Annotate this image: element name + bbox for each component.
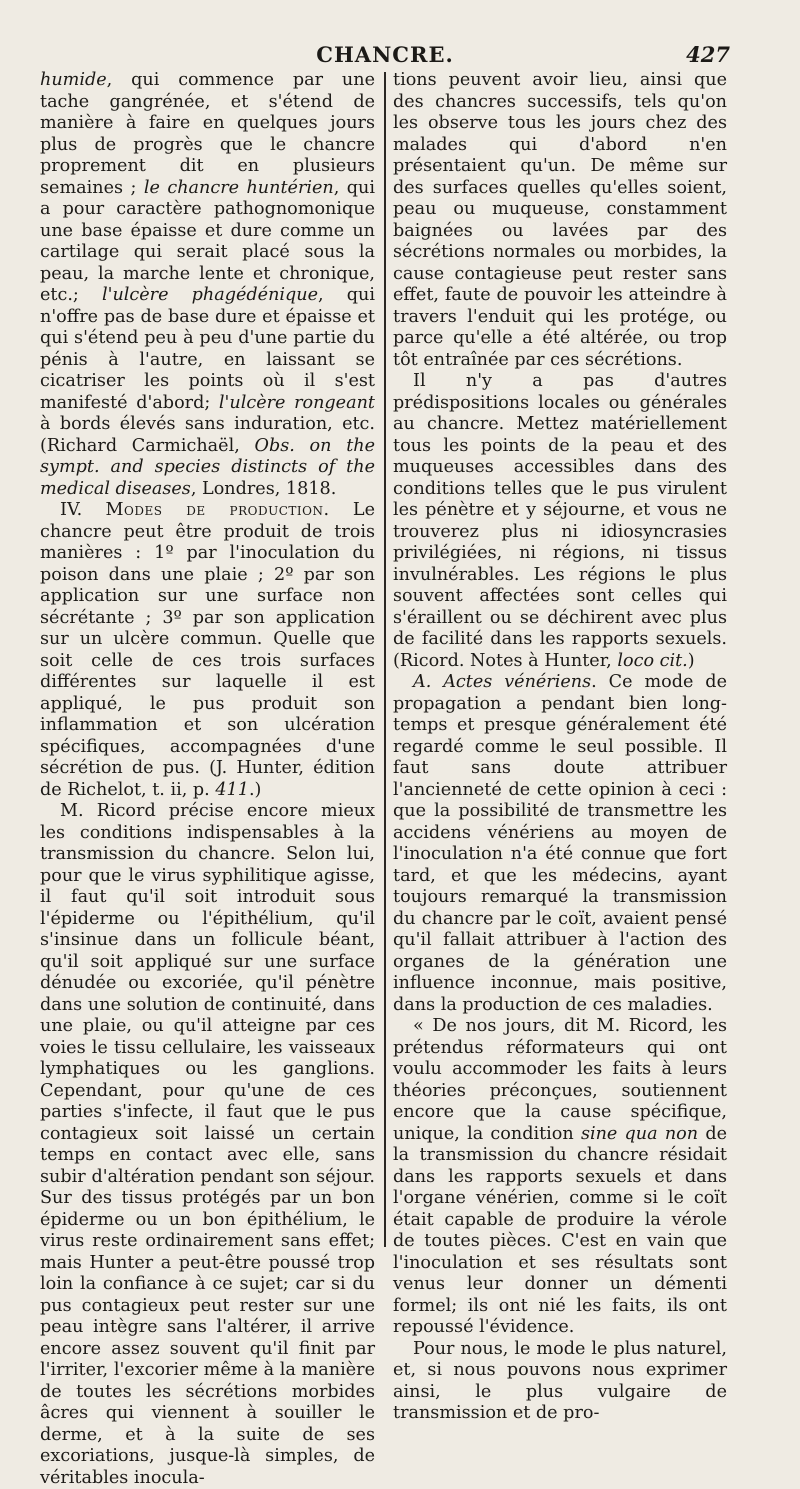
term-humide: humide xyxy=(40,70,107,90)
page-header xyxy=(40,40,730,70)
paragraph-pour-nous: Pour nous, le mode le plus naturel, et, si nous pouvons nous exprimer ainsi, le plus vulgaire de transmission et de pro- xyxy=(393,1338,727,1423)
column-divider xyxy=(384,72,386,1247)
paragraph-chancre-varieties: humide, qui commence par une tache gangrénée, et s'étend de manière à faire en quelques jours plus de progrès que le chancre proprement dit en plusieurs semaines ; le chancre huntérien, qui a pour caractère pathognomonique une base épaisse et dure comme un cartilage qui serait placé sous la peau, la marche lente et chronique, etc.; l'ulcère phagédénique, qui n'offre pas de base dure et épaisse et qui s'étend peu à peu d'une partie du pénis à l'autre, en laissant se cicatriser les points où il s'est manifesté d'abord; l'ulcère rongeant à bords élevés sans induration, etc. (Richard Carmichaël, Obs. on the sympt. and species distincts of the medical diseases, Londres, 1818. xyxy=(40,70,376,499)
paragraph-predispositions: Il n'y a pas d'autres prédispositions locales ou générales au chancre. Mettez matériellement tous les points de la peau et des muqueuses accessibles dans des conditions telles que le pus virulent les pénètre et y séjourne, et vous ne trouverez plus ni idiosyncrasies privilégiées, ni régions, ni tissus invulnérables. Les régions le plus souvent affectées sont celles qui s'éraillent ou se déchirent avec plus de facilité dans les rapports sexuels. (Ricord. Notes à Hunter, loco cit.) xyxy=(393,371,727,671)
paragraph-ricord-quote: « De nos jours, dit M. Ricord, les prétendus réformateurs qui ont voulu accommoder les faits à leurs théories préconçues, soutiennent encore que la cause spécifique, unique, la condition sine qua non de la transmission du chancre résidait dans les rapports sexuels et dans l'organe vénérien, comme si le coït était capable de produire la vérole de toutes pièces. C'est en vain que l'inoculation et ses résultats sont venus leur donner un démenti formel; ils ont nié les faits, ils ont repoussé l'évidence. xyxy=(393,1016,727,1337)
page-number: 427 xyxy=(686,42,730,67)
term-ulcere-rongeant: l'ulcère rongeant xyxy=(218,392,375,413)
term-chancre-hunterien: le chancre huntérien xyxy=(143,177,334,198)
citation-title: Obs. on the sympt. and species distincts of the medical diseases xyxy=(40,435,376,499)
subsection-heading: A. Actes vénériens xyxy=(413,672,592,692)
paragraph-actes-veneriens: A. Actes vénériens. Ce mode de propagation a pendant bien long-temps et presque généralement été regardé comme le seul possible. Il faut sans doute attribuer l'ancienneté de cette opinion à ceci : que la possibilité de transmettre les accidens vénériens au moyen de l'inoculation n'a été connue que fort tard, et que les médecins, ayant toujours remarqué la transmission du chancre par le coït, avaient pensé qu'il fallait attribuer à l'action des organes de la génération une influence inconnue, mais positive, dans la production de ces maladies. xyxy=(393,672,727,1015)
term-ulcere-phagedenique: l'ulcère phagédénique xyxy=(102,285,319,305)
left-column xyxy=(40,70,376,1488)
running-title: CHANCRE. xyxy=(316,42,454,67)
right-column xyxy=(393,70,727,1423)
paragraph-ricord-conditions: M. Ricord précise encore mieux les conditions indispensables à la transmission du chancre. Selon lui, pour que le virus syphilitique agisse, il faut qu'il soit introduit sous l'épiderme ou l'épithélium, qu'il s'insinue dans un follicule béant, qu'il soit appliqué sur une surface dénudée ou excoriée, qu'il pénètre dans une solution de continuité, dans une plaie, ou qu'il atteigne par ces voies le tissu cellulaire, les vaisseaux lymphatiques ou les ganglions. Cependant, pour qu'une de ces parties s'infecte, il faut que le pus contagieux soit laissé un certain temps en contact avec elle, sans subir d'altération pendant son séjour. Sur des tissus protégés par un bon épiderme ou un bon épithélium, le virus reste ordinairement sans effet; mais Hunter a peut-être poussé trop loin la confiance à ce sujet; car si du pus contagieux peut rester sur une peau intègre sans l'altérer, il arrive encore assez souvent qu'il finit par l'irriter, l'excorier même à la manière de toutes les sécrétions morbides âcres qui viennent à souiller le derme, et à la suite de ses excoriations, jusque-là simples, de véritables inocula- xyxy=(40,801,375,1488)
paragraph-modes-de-production: IV. Modes de production. Le chancre peut être produit de trois manières : 1º par l'inoculation du poison dans une plaie ; 2º par son application sur une surface non sécrétante ; 3º par son application sur un ulcère commun. Quelle que soit celle de ces trois surfaces différentes sur laquelle il est appliqué, le pus produit son inflammation et son ulcération spécifiques, accompagnées d'une sécrétion de pus. (J. Hunter, édition de Richelot, t. ii, p. 411.) xyxy=(40,500,375,800)
section-heading: Modes de production. xyxy=(105,500,330,520)
paragraph-continuation: tions peuvent avoir lieu, ainsi que des chancres successifs, tels qu'on les observe tous les jours chez des malades qui d'abord n'en présentaient qu'un. De même sur des surfaces quelles qu'elles soient, peau ou muqueuse, constamment baignées ou lavées par des sécrétions normales ou morbides, la cause contagieuse peut rester sans effet, faute de pouvoir les atteindre à travers l'enduit qui les protége, ou parce qu'elle a été altérée, ou trop tôt entraînée par ces sécrétions. xyxy=(393,70,727,370)
